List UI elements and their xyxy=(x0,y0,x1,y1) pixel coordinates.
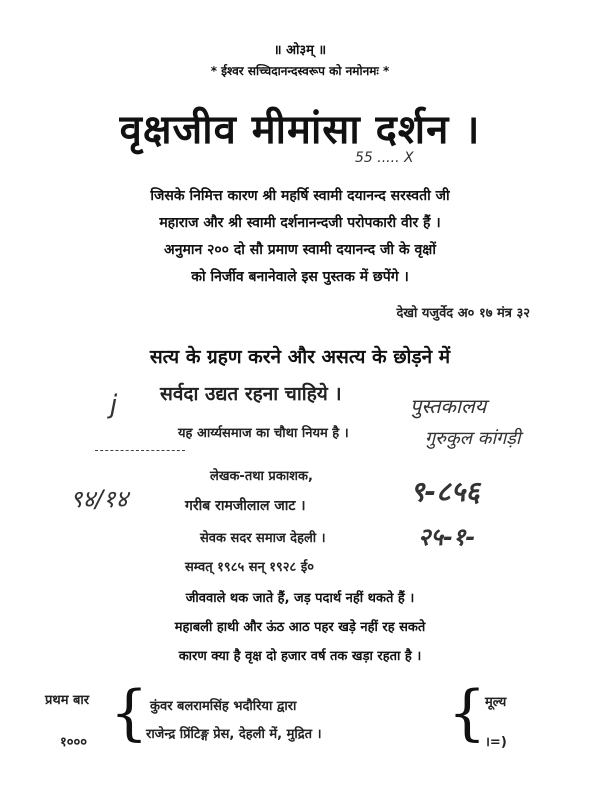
copies-count: १००० xyxy=(60,735,88,750)
title-handwritten-note: 55 ..... X xyxy=(355,150,414,166)
verse-line-2: महाबली हाथी और ऊंठ आठ पहर खड़े नहीं रह सकते xyxy=(174,620,426,635)
catalog-number: ९-८५६ xyxy=(410,475,480,508)
scripture-reference: देखो यजुर्वेद अ० १७ मंत्र ३२ xyxy=(396,306,530,321)
accession-date: २५-१- xyxy=(418,523,476,551)
author-role: लेखक-तथा प्रकाशक, xyxy=(210,469,313,484)
library-stamp-line-2: गुरुकुल कांगड़ी xyxy=(425,428,521,449)
edition-label: प्रथम बार xyxy=(45,693,90,708)
price-value: ।=) xyxy=(485,735,507,750)
publication-date: सम्वत् १९८५ सन् १९२८ ई० xyxy=(185,560,314,575)
verse-line-3: कारण क्या है वृक्ष दो हजार वर्ष तक खड़ा रहता है । xyxy=(178,649,422,664)
intro-line-3: अनुमान २०० दो सौ प्रमाण स्वामी दयानन्द जी के वृक्षों xyxy=(164,242,436,258)
author-position: सेवक सदर समाज देहली । xyxy=(200,531,326,546)
intro-line-2: महाराज और श्री स्वामी दर्शनानन्दजी परोपकारी वीर हैं । xyxy=(159,215,441,231)
salutation: * ईश्वर सच्चिदानन्दस्वरूप को नमोनमः * xyxy=(210,64,390,78)
printer-line-2: राजेन्द्र प्रिंटिङ्ग प्रेस, देहली में, मुद्रित । xyxy=(146,727,322,742)
handwritten-mark: j xyxy=(110,390,118,420)
right-brace: { xyxy=(448,678,487,748)
left-brace: { xyxy=(110,678,149,748)
intro-line-1: जिसके निमित्त कारण श्री महर्षि स्वामी दयानन्द सरस्वती जी xyxy=(150,188,450,204)
library-stamp-line-1: पुस्तकालय xyxy=(410,394,487,418)
motto-line-3: यह आर्य्यसमाज का चौथा नियम है । xyxy=(178,426,349,441)
printer-line-1: कुंवर बलरामसिंह भदौरिया द्वारा xyxy=(150,699,297,714)
intro-line-4: को निर्जीव बनानेवाले इस पुस्तक में छपेंगे । xyxy=(191,269,409,285)
motto-line-2: सर्वदा उद्यत रहना चाहिये । xyxy=(160,383,342,405)
handwritten-code: ९४/१४ xyxy=(70,485,129,513)
om-heading: ॥ ओ३म् ॥ xyxy=(273,43,327,58)
book-title: वृक्षजीव मीमांसा दर्शन । xyxy=(119,107,481,153)
price-label: मूल्य xyxy=(485,695,507,710)
pencil-dashes xyxy=(95,450,185,451)
verse-line-1: जीववाले थक जाते हैं, जड़ पदार्थ नहीं थकते हैं । xyxy=(185,591,415,606)
author-name: गरीब रामजीलाल जाट । xyxy=(185,498,306,514)
motto-line-1: सत्य के ग्रहण करने और असत्य के छोड़ने में xyxy=(149,346,451,368)
